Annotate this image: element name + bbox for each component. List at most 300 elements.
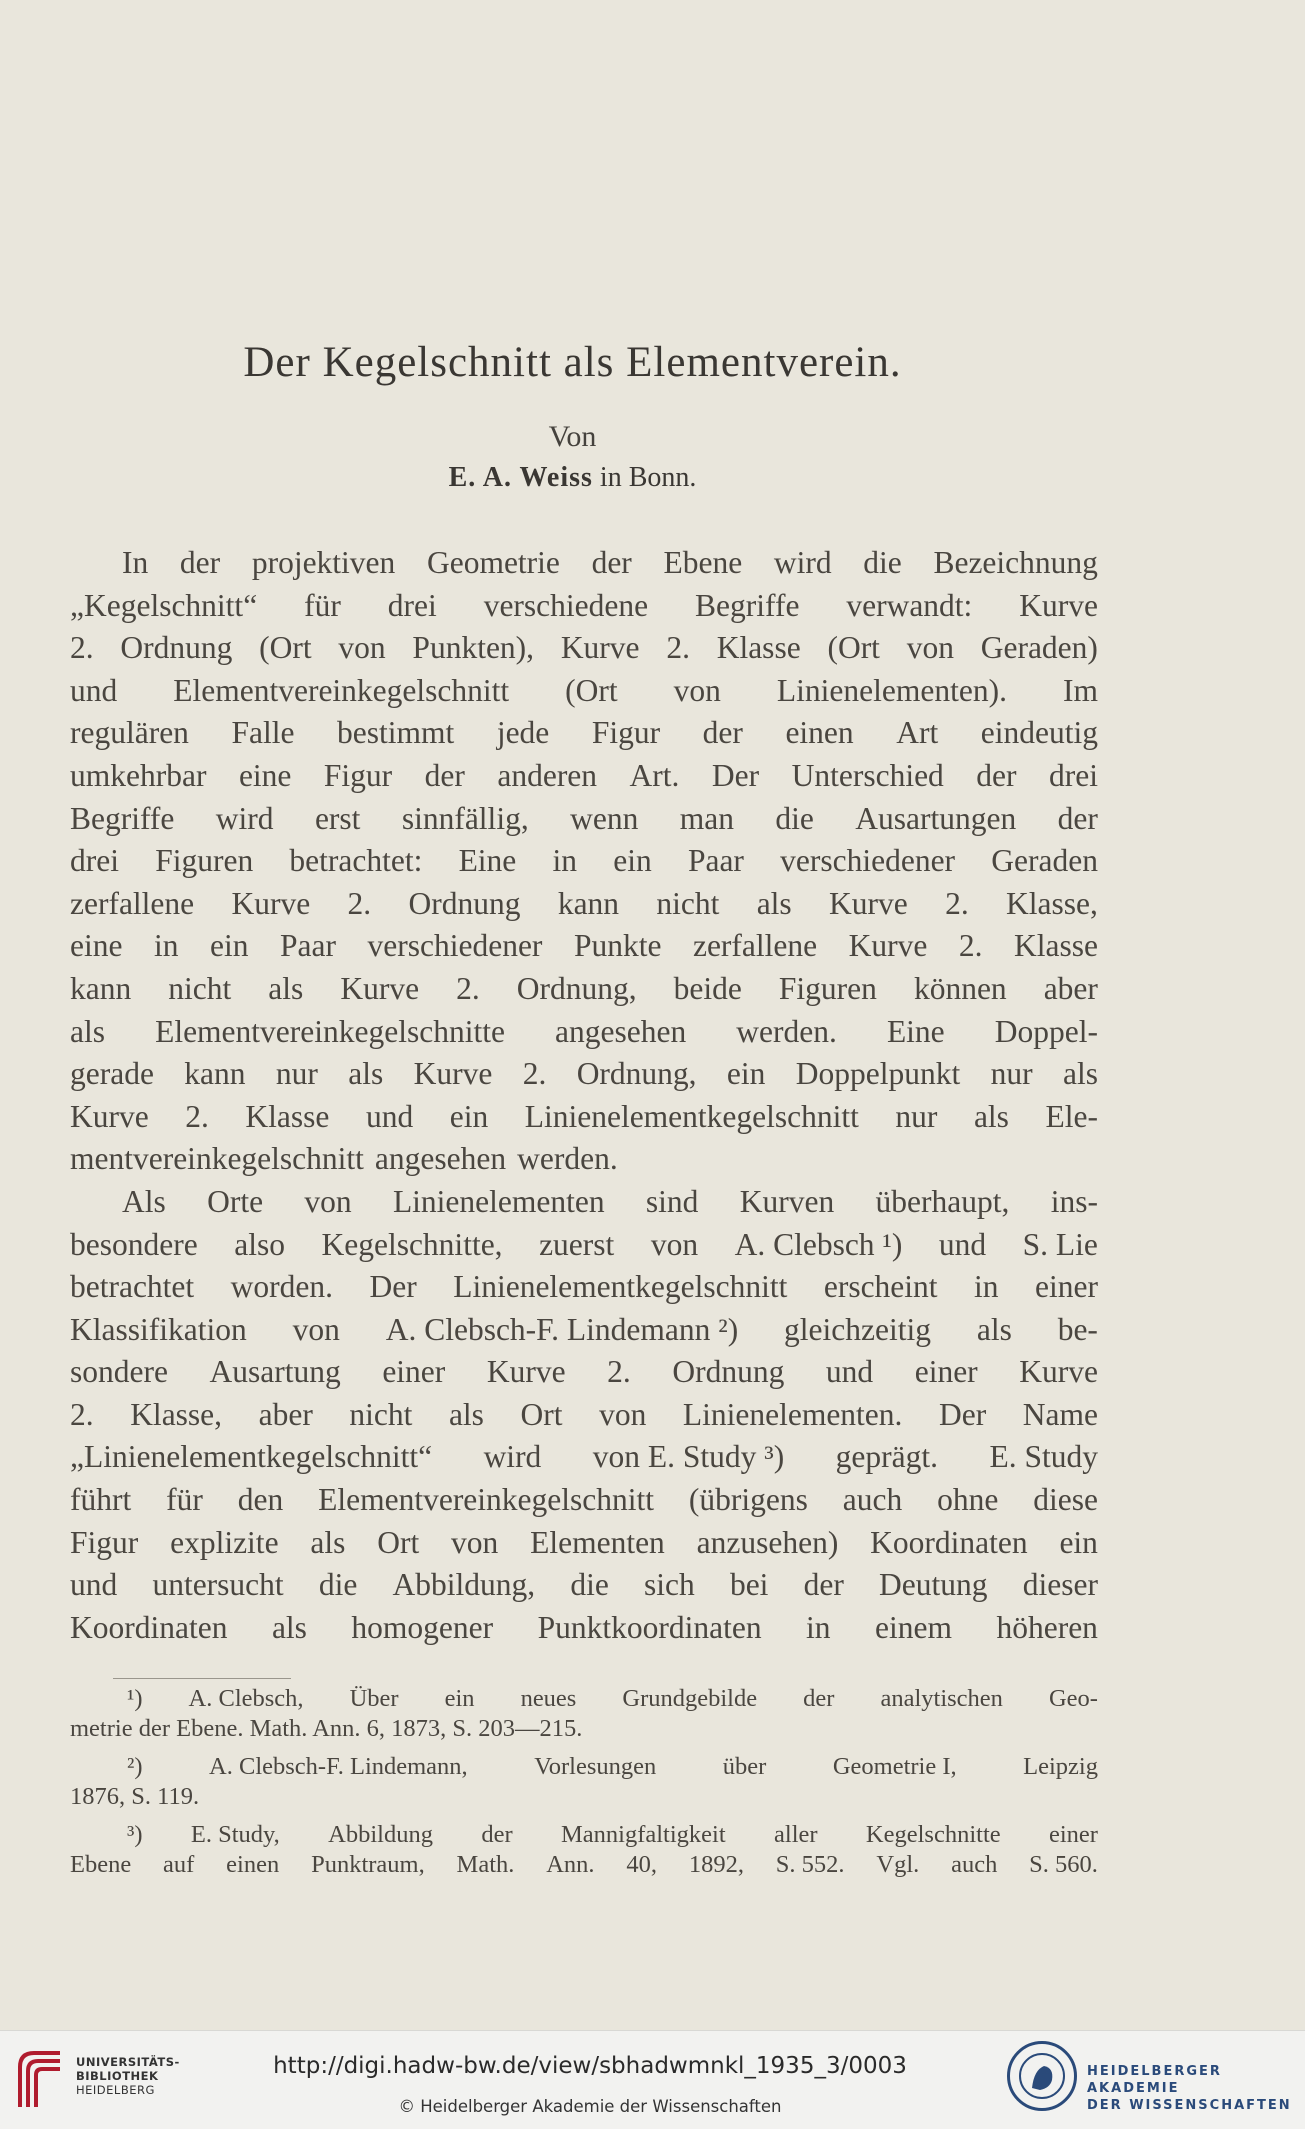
footnote-divider [113, 1678, 291, 1679]
body-word: verschiedene [483, 587, 649, 623]
body-word: als [70, 1013, 105, 1049]
academy-line-1: HEIDELBERGER AKADEMIE [1087, 2064, 1222, 2096]
footnote-word: neues [520, 1685, 577, 1712]
body-word: Elementvereinkegelschnitt [173, 672, 510, 708]
body-line [70, 1522, 1098, 1565]
body-word: angesehen [555, 1013, 687, 1049]
body-word: Kurve [340, 970, 420, 1006]
body-word: und [825, 1354, 874, 1390]
body-word: Klasse [716, 630, 801, 666]
body-word: für [166, 1482, 203, 1518]
body-word: in [153, 928, 179, 964]
body-word: von [292, 1311, 340, 1347]
body-word: Als [122, 1183, 166, 1219]
body-word: Der [938, 1396, 987, 1432]
footnote-word: 1892, [688, 1851, 744, 1878]
body-line [70, 1053, 1098, 1096]
body-word: von [338, 630, 386, 666]
body-word: bei [729, 1567, 769, 1603]
body-word: diese [1033, 1482, 1098, 1518]
body-word: Kurve [70, 1098, 149, 1134]
body-word: Ordnung, [516, 970, 637, 1006]
body-word: man [679, 800, 734, 836]
footnotes [70, 1684, 1098, 1888]
body-word: Eine [886, 1013, 945, 1049]
body-word: Doppel- [994, 1013, 1098, 1049]
body-word: ins- [1050, 1183, 1098, 1219]
body-word: drei [387, 587, 437, 623]
body-word: aber [258, 1396, 313, 1432]
body-word: die [775, 800, 814, 836]
body-word: einer [382, 1354, 446, 1390]
body-word: führt [70, 1482, 132, 1518]
body-word: Im [1062, 672, 1098, 708]
footnote-word: über [722, 1753, 767, 1780]
footnote-word: S. 552. [775, 1851, 845, 1878]
body-word: als [756, 885, 792, 921]
footnote-word: Mannigfaltigkeit [561, 1821, 726, 1848]
body-word: beide [673, 970, 742, 1006]
author-line [0, 462, 1145, 494]
footnote-word: Vgl. [876, 1851, 920, 1878]
body-word: als [973, 1098, 1009, 1134]
body-word: projektiven [251, 545, 396, 580]
body-word: be- [1057, 1311, 1098, 1347]
body-line [70, 1181, 1098, 1224]
body-word: zuerst [539, 1226, 615, 1262]
body-word: werden. [517, 1141, 618, 1177]
body-word: Kurve [486, 1354, 566, 1390]
body-word: Linienelementkegelschnitt [524, 1098, 859, 1134]
footnote-word: aller [774, 1821, 818, 1848]
footnote-line [70, 1850, 1098, 1880]
body-word: höheren [996, 1609, 1098, 1645]
footnote-word: Math. [456, 1851, 515, 1878]
body-word: von [673, 672, 721, 708]
body-word: nicht [349, 1396, 413, 1432]
body-word: Kurven [739, 1183, 835, 1219]
body-word: Ort [520, 1396, 563, 1432]
body-word: drei [70, 843, 119, 879]
article-title: Der Kegelschnitt als Elementverein. [243, 339, 902, 386]
footnote-word: 40, [626, 1851, 657, 1878]
body-word: wird [215, 800, 274, 836]
body-line [70, 1479, 1098, 1522]
body-word: die [863, 545, 902, 580]
body-word: Punkten), [412, 630, 535, 666]
body-word: 2. [607, 1354, 631, 1390]
body-word: 2. [347, 885, 372, 921]
body-word: Ebene [663, 545, 743, 580]
body-word: (übrigens [688, 1482, 808, 1518]
body-word: kann [184, 1056, 246, 1092]
body-word: Figur [70, 1524, 139, 1560]
body-word: der [1057, 800, 1098, 836]
body-word: explizite [170, 1524, 279, 1560]
body-word: gleichzeitig [784, 1311, 931, 1347]
body-word: angesehen [374, 1141, 507, 1177]
body-line [70, 670, 1098, 713]
body-word: A. Clebsch ¹) [734, 1226, 903, 1262]
body-word: als [268, 970, 304, 1006]
footnote-word: auf [163, 1851, 195, 1878]
permalink-url[interactable]: http://digi.hadw-bw.de/view/sbhadwmnkl_1935_3/0003 [273, 2053, 907, 2079]
body-word: Orte [207, 1183, 264, 1219]
university-library-logo-icon [12, 2045, 68, 2115]
body-word: als [1062, 1056, 1098, 1092]
body-word: Klasse, [1006, 885, 1098, 921]
footnote-word: Kegelschnitte [865, 1821, 1001, 1848]
body-line [70, 968, 1098, 1011]
footnote-line [70, 1684, 1098, 1714]
body-word: Linienelementkegelschnitt [453, 1269, 788, 1305]
body-word: erscheint [823, 1269, 938, 1305]
byline-von: Von [548, 420, 597, 453]
body-word: eindeutig [980, 715, 1098, 751]
body-word: 2. [522, 1056, 547, 1092]
body-word: Kurve [829, 885, 908, 921]
body-word: Geraden) [980, 630, 1098, 666]
body-word: (Ort [827, 630, 880, 666]
body-word: Linienelementen [392, 1183, 605, 1219]
body-word: Ordnung [408, 885, 521, 921]
body-line [70, 1224, 1098, 1267]
body-word: Der [369, 1269, 417, 1305]
body-word: Ordnung, [576, 1056, 697, 1092]
body-word: sind [645, 1183, 699, 1219]
body-word: nur [895, 1098, 938, 1134]
body-word: also [234, 1226, 285, 1262]
body-word: nur [275, 1056, 318, 1092]
body-word: und [70, 1567, 118, 1603]
body-word: wird [773, 545, 832, 580]
academy-line-2: DER WISSENSCHAFTEN [1087, 2098, 1292, 2113]
body-word: geprägt. [835, 1439, 939, 1475]
body-word: als [976, 1311, 1012, 1347]
body-word: ohne [937, 1482, 999, 1518]
body-word: nicht [656, 885, 720, 921]
body-word: aber [1043, 970, 1098, 1006]
body-word: 2. [958, 928, 983, 964]
body-word: „Linienelementkegelschnitt“ [70, 1439, 433, 1475]
body-word: die [318, 1567, 358, 1603]
body-word: Ausartung [209, 1354, 341, 1390]
footnote-word: auch [951, 1851, 998, 1878]
body-word: einer [914, 1354, 978, 1390]
footnote-word: metrie der Ebene. Math. Ann. 6, 1873, S. 203—215. [70, 1715, 583, 1742]
body-word: der [976, 757, 1017, 793]
body-word: Linienelementen). [776, 672, 1007, 708]
body-word: der [803, 1567, 844, 1603]
body-word: Eine [458, 843, 517, 879]
body-word: nur [990, 1056, 1033, 1092]
body-text [70, 542, 1098, 1649]
body-word: Figuren [778, 970, 877, 1006]
footnote-line [70, 1752, 1098, 1782]
body-word: Koordinaten [870, 1524, 1028, 1560]
body-word: Doppelpunkt [795, 1056, 961, 1092]
body-word: (Ort [259, 630, 312, 666]
body-word: nicht [168, 970, 232, 1006]
body-word: (Ort [565, 672, 618, 708]
body-word: kann [70, 970, 132, 1006]
body-word: Paar [280, 928, 336, 964]
body-word: dieser [1022, 1567, 1098, 1603]
body-word: die [570, 1567, 609, 1603]
body-word: Falle [231, 715, 295, 751]
body-word: worden. [230, 1269, 334, 1305]
body-line [70, 798, 1098, 841]
footnote-word: S. 560. [1029, 1851, 1098, 1878]
body-word: verschiedener [780, 843, 956, 879]
body-word: ein [726, 1056, 766, 1092]
body-word: Abbildung, [392, 1567, 536, 1603]
body-word: S. Lie [1022, 1226, 1098, 1262]
footnote-word: der [803, 1685, 835, 1712]
footnote [70, 1684, 1098, 1744]
body-line [70, 1011, 1098, 1054]
body-line [70, 755, 1098, 798]
body-line [70, 883, 1098, 926]
body-word: homogener [351, 1609, 494, 1645]
body-word: Punkte [573, 928, 662, 964]
footnote-word: Ann. [546, 1851, 595, 1878]
body-word: Paar [687, 843, 744, 879]
body-word: sinnfällig, [401, 800, 529, 836]
footnote-word: ²) [127, 1753, 143, 1780]
footnote-word: ³) [127, 1821, 143, 1848]
body-word: als [271, 1609, 307, 1645]
footnote-word: Leipzig [1023, 1753, 1098, 1780]
footnote-word: analytischen [880, 1685, 1003, 1712]
body-word: verwandt: [846, 587, 973, 623]
footnote-word: ein [444, 1685, 475, 1712]
body-word: mentvereinkegelschnitt [70, 1141, 364, 1177]
footnote-word: Punktraum, [311, 1851, 425, 1878]
body-word: Kurve [413, 1056, 493, 1092]
body-word: Kurve [560, 630, 640, 666]
body-word: ein [1059, 1524, 1098, 1560]
body-line [70, 712, 1098, 755]
footnote-line [70, 1714, 1098, 1744]
body-word: von E. Study ³) [592, 1439, 785, 1475]
copyright-notice: © Heidelberger Akademie der Wissenschaften [398, 2097, 782, 2116]
body-word: auch [842, 1482, 903, 1518]
body-word: werden. [736, 1013, 837, 1049]
academy-seal-icon [1007, 2041, 1077, 2111]
body-word: den [237, 1482, 284, 1518]
body-word: 2. [185, 1098, 209, 1134]
footnote-word: Abbildung [328, 1821, 433, 1848]
body-line [70, 1607, 1098, 1650]
body-word: von [304, 1183, 352, 1219]
body-word: Der [711, 757, 760, 793]
body-word: ein [210, 928, 249, 964]
body-word: bestimmt [337, 715, 455, 751]
body-line [70, 585, 1098, 628]
footnote-word: ¹) [127, 1685, 143, 1712]
body-word: Koordinaten [70, 1609, 228, 1645]
body-word: einem [875, 1609, 952, 1645]
body-line [70, 925, 1098, 968]
footnote-line [70, 1820, 1098, 1850]
footnote-word: Geo- [1048, 1685, 1098, 1712]
body-word: in [552, 843, 578, 879]
footnote-word: Über [349, 1685, 399, 1712]
body-word: 2. [70, 630, 94, 666]
body-word: der [424, 757, 465, 793]
body-word: wird [483, 1439, 542, 1475]
body-word: Ele- [1045, 1098, 1098, 1134]
body-line [70, 1309, 1098, 1352]
body-line [70, 1394, 1098, 1437]
body-line [70, 840, 1098, 883]
body-word: Art. [629, 757, 680, 793]
author-name: E. A. Weiss [448, 462, 593, 493]
body-word: anderen [497, 757, 598, 793]
body-word: Kurve [1019, 1354, 1098, 1390]
footnote-word: einer [1048, 1821, 1098, 1848]
footnote-word: Geometrie I, [832, 1753, 957, 1780]
footnote-line [70, 1782, 1098, 1812]
author-location: in Bonn. [592, 462, 697, 493]
body-word: und [938, 1226, 987, 1262]
body-word: für [304, 587, 341, 623]
body-word: Deutung [879, 1567, 988, 1603]
body-word: und [70, 672, 118, 708]
body-word: A. Clebsch-F. Lindemann ²) [385, 1311, 739, 1347]
body-word: untersucht [152, 1567, 284, 1603]
body-word: Elementvereinkegelschnitt [318, 1482, 654, 1518]
body-word: Kegelschnitte, [321, 1226, 503, 1262]
body-word: der [591, 545, 632, 580]
body-word: eine [238, 757, 292, 793]
body-word: regulären [70, 715, 189, 751]
body-word: einen [785, 715, 854, 751]
body-word: Linienelementen. [682, 1396, 903, 1432]
body-word: E. Study [989, 1439, 1098, 1475]
body-word: Elementvereinkegelschnitte [155, 1013, 505, 1049]
body-word: verschiedener [367, 928, 543, 964]
body-word: überhaupt, [875, 1183, 1010, 1219]
footnote-word: der [481, 1821, 513, 1848]
body-word: Klasse [245, 1098, 330, 1134]
footnote-word: A. Clebsch, [188, 1685, 304, 1712]
body-word: eine [70, 928, 123, 964]
body-word: ein [449, 1098, 489, 1134]
body-word: Punktkoordinaten [537, 1609, 762, 1645]
body-word: von [906, 630, 954, 666]
footnote [70, 1752, 1098, 1812]
body-word: kann [557, 885, 620, 921]
body-word: Figuren [155, 843, 254, 879]
body-word: Art [896, 715, 939, 751]
body-word: und [365, 1098, 414, 1134]
body-word: besondere [70, 1226, 198, 1262]
ub-line-2: BIBLIOTHEK [76, 2069, 159, 2083]
body-word: von [599, 1396, 647, 1432]
body-line [70, 627, 1098, 670]
body-word: Ordnung [120, 630, 233, 666]
footnote-word: Vorlesungen [534, 1753, 657, 1780]
body-word: jede [496, 715, 550, 751]
body-word: Kurve [1019, 587, 1098, 623]
footnote-word: einen [226, 1851, 280, 1878]
body-word: der [702, 715, 743, 751]
body-word: betrachtet [70, 1269, 195, 1305]
footnote-word: Grundgebilde [622, 1685, 758, 1712]
body-word: 2. [945, 885, 969, 921]
body-line [70, 1096, 1098, 1139]
academy-name [1087, 2063, 1305, 2114]
body-word: wenn [570, 800, 639, 836]
body-word: Name [1022, 1396, 1098, 1432]
body-word: 2. [456, 970, 480, 1006]
body-word: einer [1035, 1269, 1098, 1305]
body-word: Ordnung [672, 1354, 785, 1390]
body-word: 2. [70, 1396, 94, 1432]
body-word: In [122, 545, 149, 580]
body-line [70, 1351, 1098, 1394]
body-word: Klassifikation [70, 1311, 247, 1347]
body-word: von [451, 1524, 499, 1560]
body-word: Geraden [991, 843, 1098, 879]
body-word: Ausartungen [855, 800, 1017, 836]
body-word: sondere [70, 1354, 168, 1390]
body-line [70, 1138, 1098, 1181]
body-word: als [448, 1396, 484, 1432]
body-word: 2. [666, 630, 690, 666]
body-word: Unterschied [791, 757, 944, 793]
body-word: können [913, 970, 1007, 1006]
body-word: als [310, 1524, 346, 1560]
body-word: in [974, 1269, 999, 1305]
body-word: Begriffe [695, 587, 800, 623]
footnote-word: A. Clebsch-F. Lindemann, [209, 1753, 468, 1780]
body-line [70, 1436, 1098, 1479]
body-word: Klasse [1014, 928, 1098, 964]
footnote-word: Ebene [70, 1851, 132, 1878]
body-word: Kurve [848, 928, 928, 964]
body-word: Geometrie [426, 545, 560, 580]
viewer-footer [0, 2030, 1305, 2129]
body-line [70, 1564, 1098, 1607]
body-word: betrachtet: [289, 843, 423, 879]
body-word: als [348, 1056, 384, 1092]
body-word: sich [644, 1567, 695, 1603]
body-word: drei [1049, 757, 1098, 793]
body-word: Kurve [231, 885, 311, 921]
ub-line-3: HEIDELBERG [76, 2083, 155, 2097]
body-word: zerfallene [70, 885, 195, 921]
body-word: erst [314, 800, 361, 836]
body-word: von [650, 1226, 699, 1262]
body-word: „Kegelschnitt“ [70, 587, 258, 623]
body-line [70, 542, 1098, 585]
body-word: Bezeichnung [933, 545, 1098, 580]
footnote-word: E. Study, [190, 1821, 280, 1848]
university-library-name [76, 2055, 180, 2097]
body-word: Figur [323, 757, 393, 793]
body-word: in [806, 1609, 831, 1645]
body-word: gerade [70, 1056, 154, 1092]
body-word: der [179, 545, 221, 580]
body-word: Figur [591, 715, 661, 751]
body-word: umkehrbar [70, 757, 207, 793]
body-word: Begriffe [70, 800, 175, 836]
ub-line-1: UNIVERSITÄTS- [76, 2055, 180, 2069]
body-word: Klasse, [130, 1396, 223, 1432]
